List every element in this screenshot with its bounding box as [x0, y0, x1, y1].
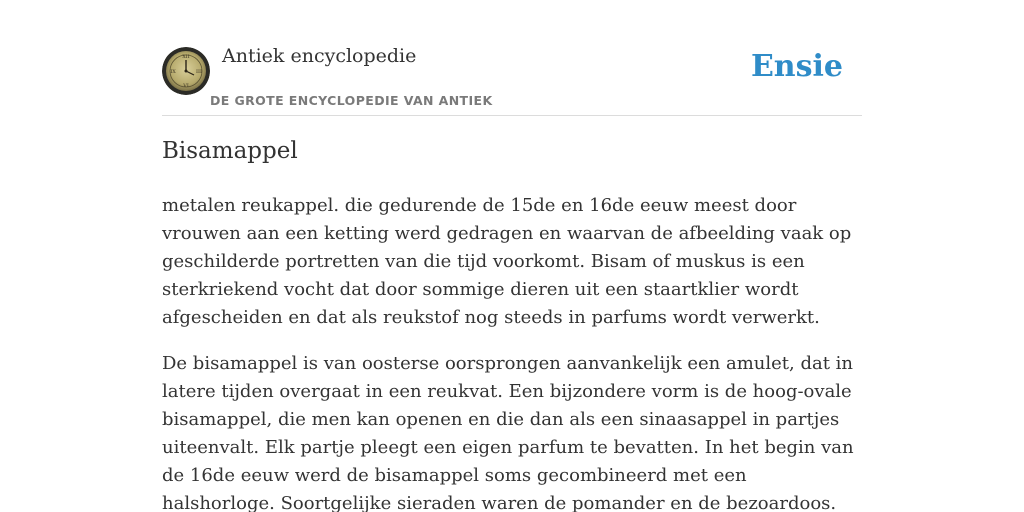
- svg-text:IX: IX: [170, 69, 176, 75]
- site-name[interactable]: Antiek encyclopedie: [222, 45, 417, 67]
- article-title: Bisamappel: [162, 138, 298, 164]
- site-header: [162, 0, 862, 116]
- antique-clock-icon[interactable]: [162, 47, 210, 95]
- article-paragraph: De bisamappel is van oosterse oorsprongen aanvankelijk een amulet, dat in latere tijden overgaat in een reukvat. Een bijzondere vorm is de hoog-ovale bisamappel, die men kan openen en die dan als een sinaasappel in partjes uiteenvalt. Elk partje pleegt een eigen parfum te bevatten. In het begin van de 16de eeuw werd de bisamappel soms gecombineerd met een halshorloge. Soortgelijke sieraden waren de pomander en de bezoardoos.: [162, 353, 854, 512]
- ensie-logo-link[interactable]: Ensie: [750, 49, 843, 84]
- site-tagline: DE GROTE ENCYCLOPEDIE VAN ANTIEK: [210, 93, 493, 108]
- svg-text:XII: XII: [182, 54, 190, 60]
- article-body: [162, 192, 862, 512]
- svg-text:III: III: [196, 69, 202, 75]
- article-paragraph: metalen reukappel. die gedurende de 15de en 16de eeuw meest door vrouwen aan een ketting werd gedragen en waarvan de afbeelding vaak op geschilderde portretten van die tijd voorkomt. Bisam of muskus is een sterkriekend vocht dat door sommige dieren uit een staartklier wordt afgescheiden en dat als reukstof nog steeds in parfums wordt verwerkt.: [162, 195, 852, 328]
- svg-text:VI: VI: [183, 83, 189, 89]
